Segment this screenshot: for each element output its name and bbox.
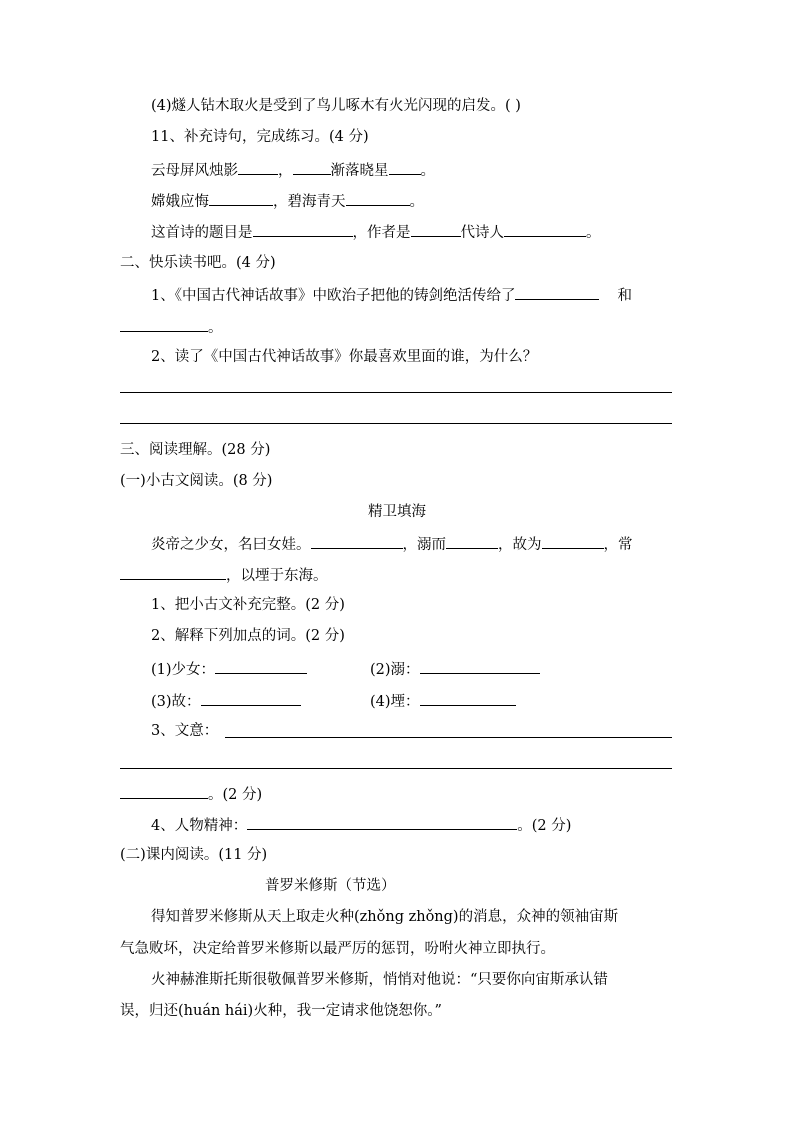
word-1-blank[interactable]	[215, 658, 307, 674]
poem-dynasty-blank[interactable]	[411, 221, 461, 237]
text1-blank-2[interactable]	[446, 533, 498, 549]
poem-blank-4[interactable]	[209, 190, 273, 206]
s2q1-blank-2[interactable]	[120, 316, 208, 332]
reading-q1: 1、把小古文补充完整。(2 分)	[151, 597, 345, 613]
s2q1-text-b: 和	[617, 288, 632, 304]
section-2-question-1	[151, 284, 632, 306]
word-1	[151, 658, 307, 680]
passage-2-p1-line-2: 气急败坏，决定给普罗米修斯以最严厉的惩罚，吩咐火神立即执行。	[120, 941, 555, 957]
reading-q4	[151, 814, 571, 836]
word-3	[151, 690, 301, 712]
poem-blank-5[interactable]	[346, 190, 410, 206]
text1-b: ，溺而	[402, 537, 446, 553]
passage-1-title: 精卫填海	[368, 504, 426, 520]
word-4-label: (4)堙：	[370, 694, 420, 710]
poem-line-2-text-b: ，碧海青天	[273, 194, 346, 210]
word-4-blank[interactable]	[420, 690, 516, 706]
word-1-label: (1)少女：	[151, 662, 216, 678]
text1-a: 炎帝之少女，名曰女娃。	[151, 537, 311, 553]
reading-q3-end	[120, 783, 262, 805]
poem-blank-2[interactable]	[293, 159, 331, 175]
poem-line-2-text-a: 嫦娥应悔	[151, 194, 209, 210]
poem-line-1-text-c: 渐落晓星	[330, 163, 389, 179]
poem-blank-1[interactable]	[238, 159, 278, 175]
poem-line-3	[151, 221, 601, 243]
reading-q4-points: 。(2 分)	[517, 818, 572, 834]
answer-line-2[interactable]	[120, 423, 672, 424]
text1-c: ，故为	[498, 537, 542, 553]
poem-line-2-text-c: 。	[409, 194, 424, 210]
section-2-question-2: 2、读了《中国古代神话故事》你最喜欢里面的谁，为什么？	[151, 349, 538, 365]
passage-2-p2-line-1: 火神赫淮斯托斯很敬佩普罗米修斯，悄悄对他说：“只要你向宙斯承认错	[151, 972, 608, 988]
s2q1-blank-1[interactable]	[515, 284, 599, 300]
text1-blank-4[interactable]	[120, 564, 226, 580]
poem-line-1-text-b: ，	[278, 163, 293, 179]
passage-1-line-1	[151, 533, 633, 555]
spirit-blank[interactable]	[247, 814, 517, 830]
word-2-blank[interactable]	[420, 658, 540, 674]
poem-line-3-text-d: 。	[586, 225, 601, 241]
question-4-text: (4)燧人钻木取火是受到了鸟儿啄木有火光闪现的启发。( )	[151, 98, 521, 114]
reading-q3	[151, 721, 218, 741]
reading-q3-points: 。(2 分)	[208, 787, 263, 803]
poem-line-1	[151, 159, 435, 181]
question-4	[151, 96, 521, 116]
poem-blank-3[interactable]	[389, 159, 421, 175]
passage-1-line-2	[120, 564, 328, 586]
s2q1-text-a: 1、《中国古代神话故事》中欧治子把他的铸剑绝活传给了	[151, 288, 516, 304]
passage-2-title: 普罗米修斯（节选）	[265, 878, 396, 894]
poem-line-1-text-d: 。	[420, 163, 435, 179]
word-2-label: (2)溺：	[370, 662, 420, 678]
answer-line-1[interactable]	[120, 392, 672, 393]
meaning-line-2[interactable]	[120, 768, 672, 769]
reading-q3-label: 3、文意：	[151, 723, 219, 739]
text1-d: ，常	[603, 537, 633, 553]
poem-title-blank[interactable]	[253, 221, 353, 237]
word-3-label: (3)故：	[151, 694, 201, 710]
text1-e: ，以堙于东海。	[226, 568, 328, 584]
section-3-heading: 三、阅读理解。(28 分)	[120, 442, 271, 458]
passage-2-p1-line-1: 得知普罗米修斯从天上取走火种(zhǒng zhǒng)的消息，众神的领袖宙斯	[151, 909, 619, 925]
meaning-line-1[interactable]	[225, 737, 672, 738]
poem-line-3-text-b: ，作者是	[352, 225, 411, 241]
text1-blank-1[interactable]	[311, 533, 403, 549]
poem-line-3-text-c: 代诗人	[460, 225, 504, 241]
word-2	[370, 658, 540, 680]
reading-q2: 2、解释下列加点的词。(2 分)	[151, 628, 345, 644]
poem-line-3-text-a: 这首诗的题目是	[151, 225, 253, 241]
word-3-blank[interactable]	[201, 690, 301, 706]
meaning-line-3[interactable]	[120, 783, 208, 799]
passage-2-p2-line-2: 误，归还(huán hái)火种，我一定请求他饶恕你。”	[120, 1003, 442, 1019]
word-4	[370, 690, 516, 712]
s2q1-text-c: 。	[208, 320, 223, 336]
poem-line-2	[151, 190, 424, 212]
subsection-2-heading: (二)课内阅读。(11 分)	[120, 847, 268, 863]
poem-author-blank[interactable]	[504, 221, 586, 237]
reading-q4-label: 4、人物精神：	[151, 818, 248, 834]
text1-blank-3[interactable]	[542, 533, 604, 549]
question-11-heading: 11、补充诗句，完成练习。(4 分)	[151, 129, 369, 145]
subsection-1-heading: (一)小古文阅读。(8 分)	[120, 473, 273, 489]
section-2-heading: 二、快乐读书吧。(4 分)	[120, 255, 276, 271]
section-2-question-1-cont	[120, 316, 223, 338]
poem-line-1-text-a: 云母屏风烛影	[151, 163, 238, 179]
